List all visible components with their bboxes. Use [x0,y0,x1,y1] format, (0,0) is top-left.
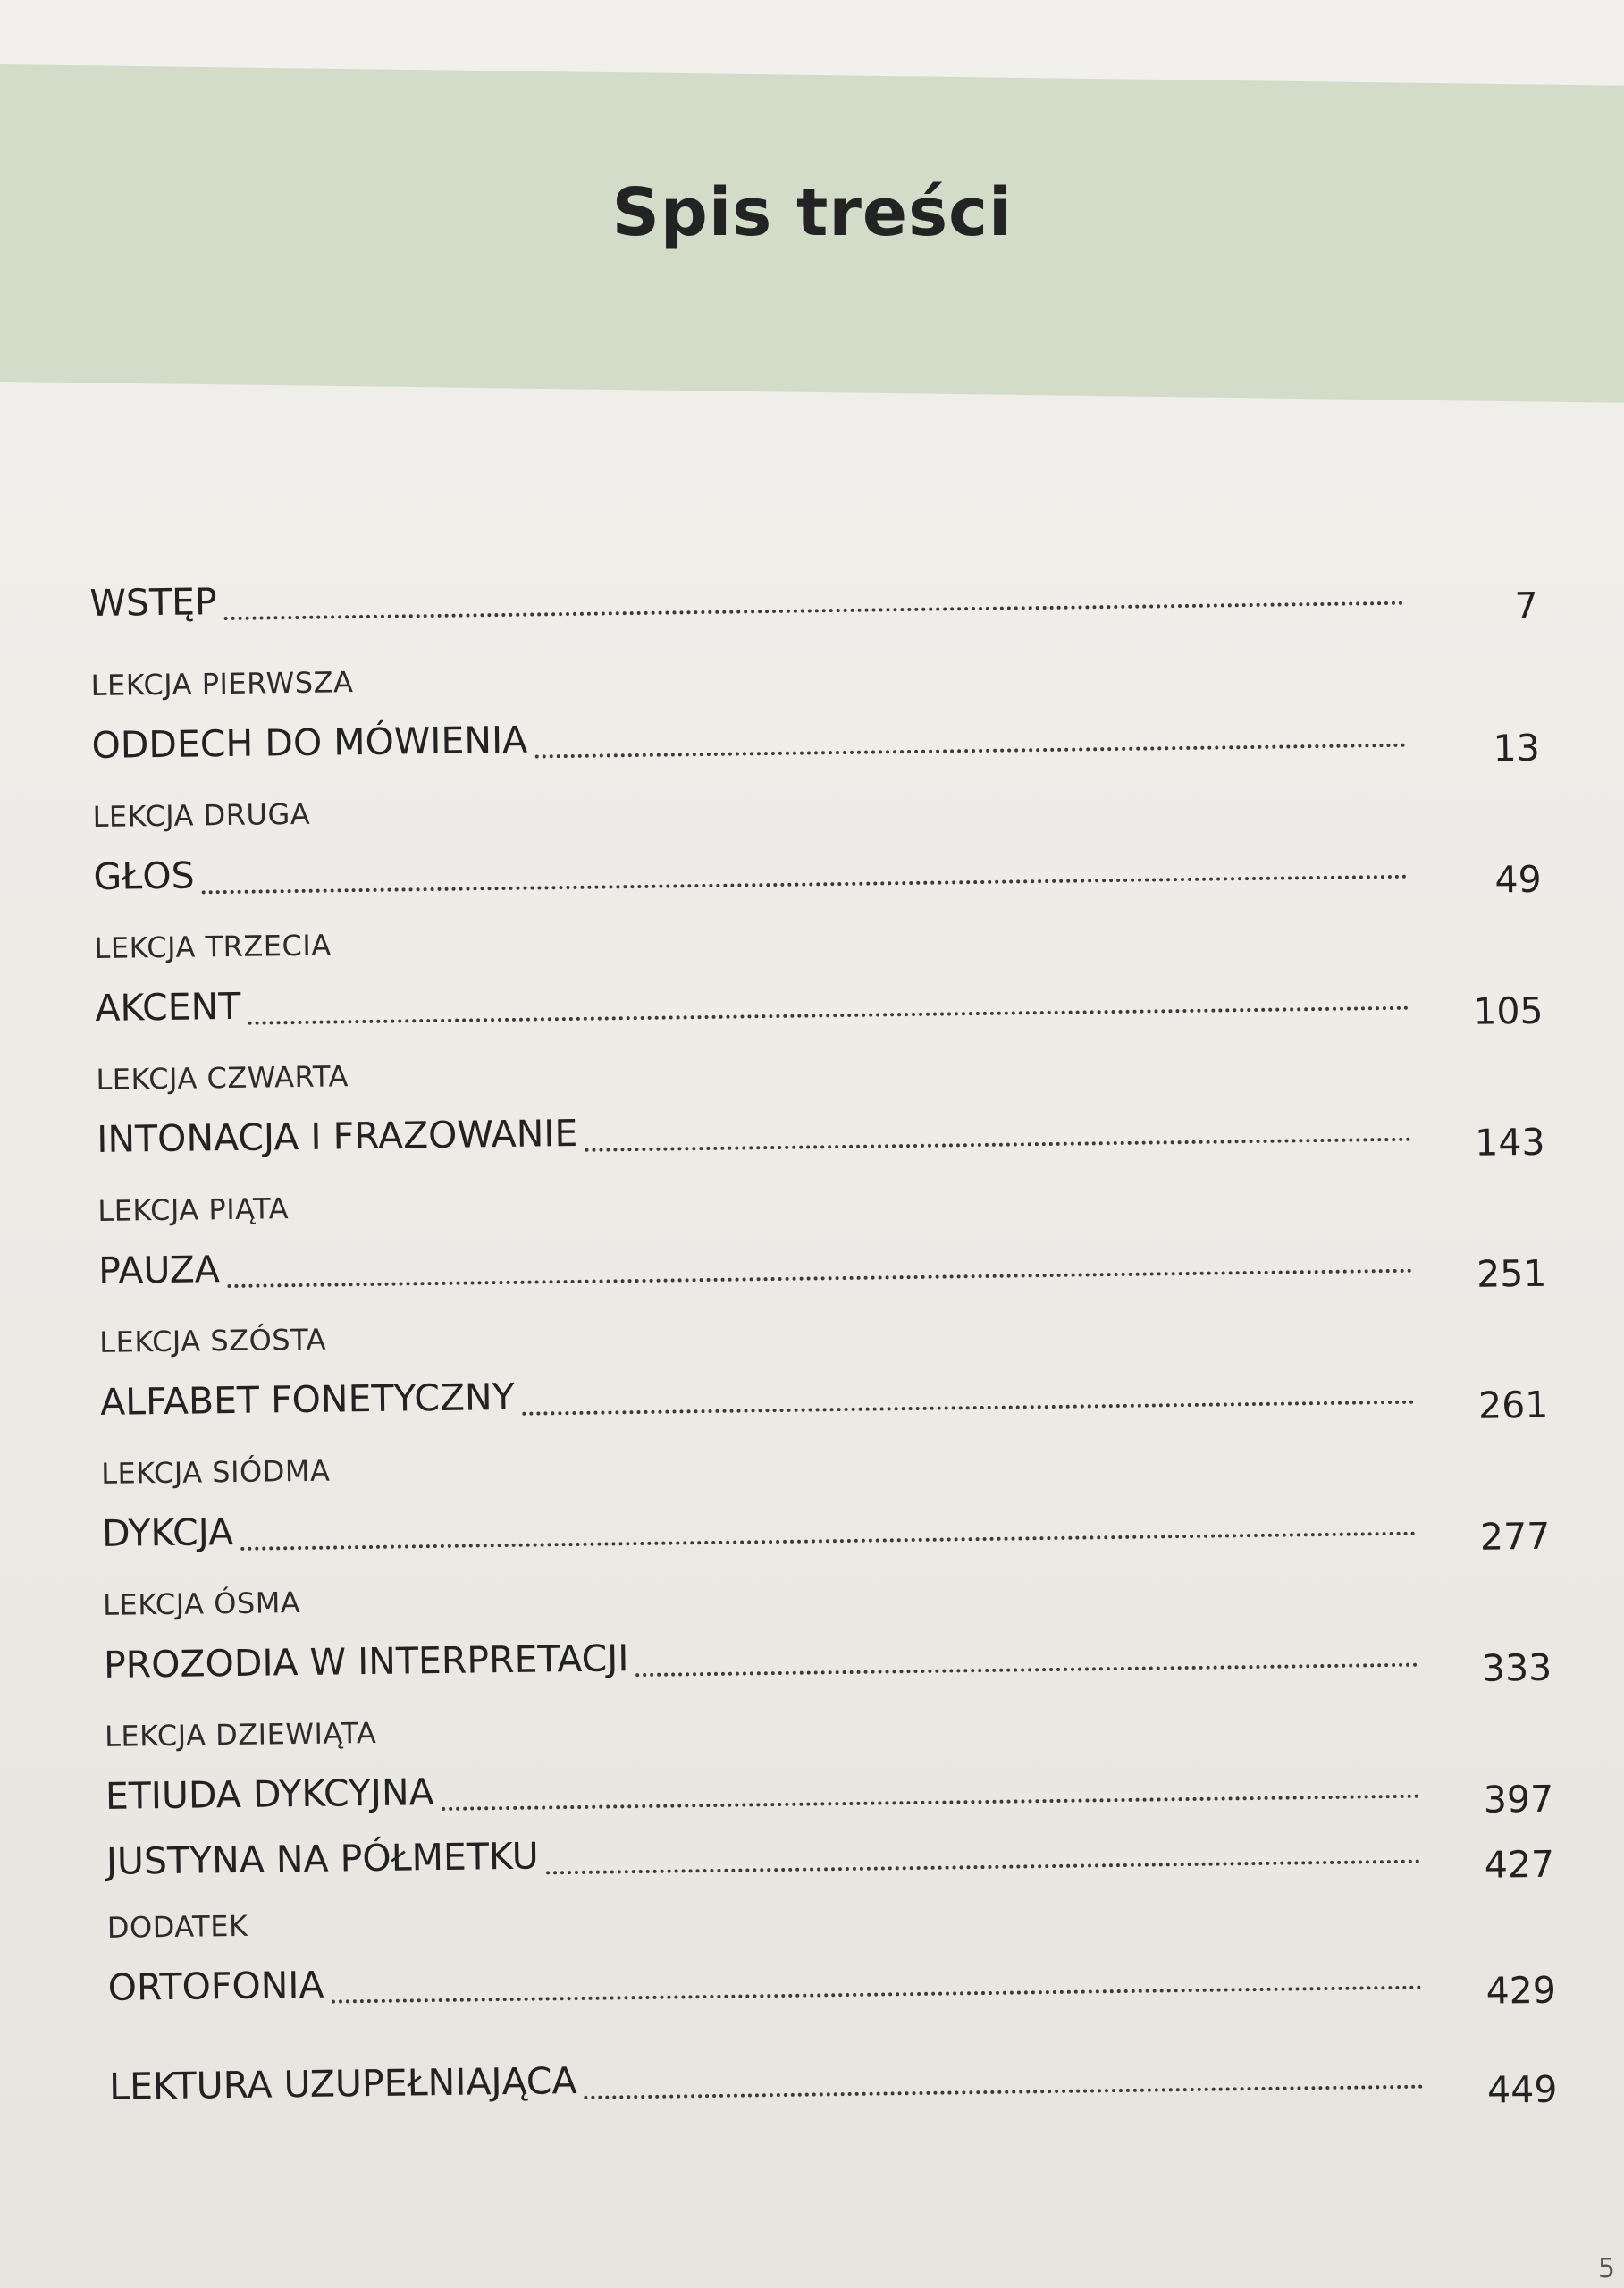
lesson-label: LEKCJA ÓSMA [102,1586,301,1622]
leader-dots [332,1982,1422,2004]
page-title: Spis treści [611,174,1013,251]
toc-entry [92,778,1542,902]
toc-page-number: 261 [1477,1383,1549,1427]
toc-entry [105,1698,1553,1819]
toc-page-number: 429 [1485,1968,1557,2013]
toc-row [100,1352,1549,1425]
toc-row [101,1484,1551,1559]
toc-page-number: 143 [1474,1120,1545,1165]
toc-title: AKCENT [95,984,241,1030]
leader-dots [240,1528,1416,1551]
toc-page-number: 251 [1476,1251,1547,1296]
toc-entry [89,553,1538,626]
toc-entry [94,910,1544,1033]
toc-page-number: 105 [1472,988,1544,1033]
toc-row [93,827,1542,902]
leader-dots [202,871,1408,895]
lesson-label: LEKCJA TRZECIA [94,928,332,965]
leader-dots [227,1266,1412,1288]
toc-page-number: 7 [1514,584,1538,628]
toc-title: ORTOFONIA [107,1963,324,2009]
leader-dots [636,1660,1418,1677]
toc-row [107,1938,1557,2013]
leader-dots [522,1397,1414,1416]
toc-page-number: 427 [1484,1842,1555,1887]
toc-entry [108,2037,1558,2112]
toc-page-number: 49 [1494,857,1542,902]
toc-title: LEKTURA UZUPEŁNIAJĄCA [108,2059,577,2108]
toc-row [96,1089,1545,1165]
toc-row [103,1615,1552,1690]
toc-title: WSTĘP [89,580,218,625]
leader-dots [585,2082,1424,2099]
leader-dots [442,1791,1419,1811]
toc-entry [97,1173,1547,1296]
toc-row [89,553,1538,626]
toc-title: ODDECH DO MÓWIENIA [91,718,528,767]
toc-entry [99,1304,1548,1425]
leader-dots [248,1003,1409,1025]
toc-page-number: 13 [1493,726,1541,770]
toc-row [95,958,1544,1033]
lesson-label: LEKCJA DZIEWIĄTA [104,1715,377,1754]
toc-title: GŁOS [93,854,195,898]
toc-title: INTONACJA I FRAZOWANIE [96,1111,578,1161]
toc-page-number: 449 [1486,2067,1558,2112]
toc-entry [102,1567,1552,1690]
toc-page-number: 333 [1481,1645,1552,1690]
toc-title: DYKCJA [101,1510,234,1555]
toc-row [97,1221,1547,1296]
lesson-label: LEKCJA PIERWSZA [90,665,354,702]
toc-entry [106,1889,1557,2013]
leader-dots [546,1856,1420,1875]
toc-page-number: 277 [1479,1514,1551,1559]
toc-title: PROZODIA W INTERPRETACJI [103,1636,629,1687]
lesson-label: LEKCJA SZÓSTA [99,1322,327,1359]
toc-row [105,1812,1555,1887]
toc-entry [100,1435,1551,1559]
toc-row [108,2037,1558,2112]
toc-entry [105,1812,1555,1887]
page-number-corner: 5 [1597,2253,1615,2284]
toc-row [105,1746,1553,1819]
leader-dots [224,598,1404,620]
toc-page-number: 397 [1483,1777,1554,1821]
toc-title: PAUZA [97,1248,221,1292]
table-of-contents [89,553,1558,2112]
toc-title: ALFABET FONETYCZNY [99,1375,516,1424]
leader-dots [585,1134,1411,1152]
toc-title: ETIUDA DYKCYJNA [105,1771,434,1818]
leader-dots [534,740,1405,759]
lesson-label: LEKCJA PIĄTA [97,1191,290,1228]
toc-title: JUSTYNA NA PÓŁMETKU [105,1834,540,1883]
lesson-label: DODATEK [106,1908,248,1945]
lesson-label: LEKCJA DRUGA [92,796,311,834]
lesson-label: LEKCJA CZWARTA [96,1059,349,1097]
toc-row [91,695,1540,768]
lesson-label: LEKCJA SIÓDMA [100,1453,331,1491]
toc-entry [96,1041,1545,1165]
toc-entry [90,647,1539,768]
